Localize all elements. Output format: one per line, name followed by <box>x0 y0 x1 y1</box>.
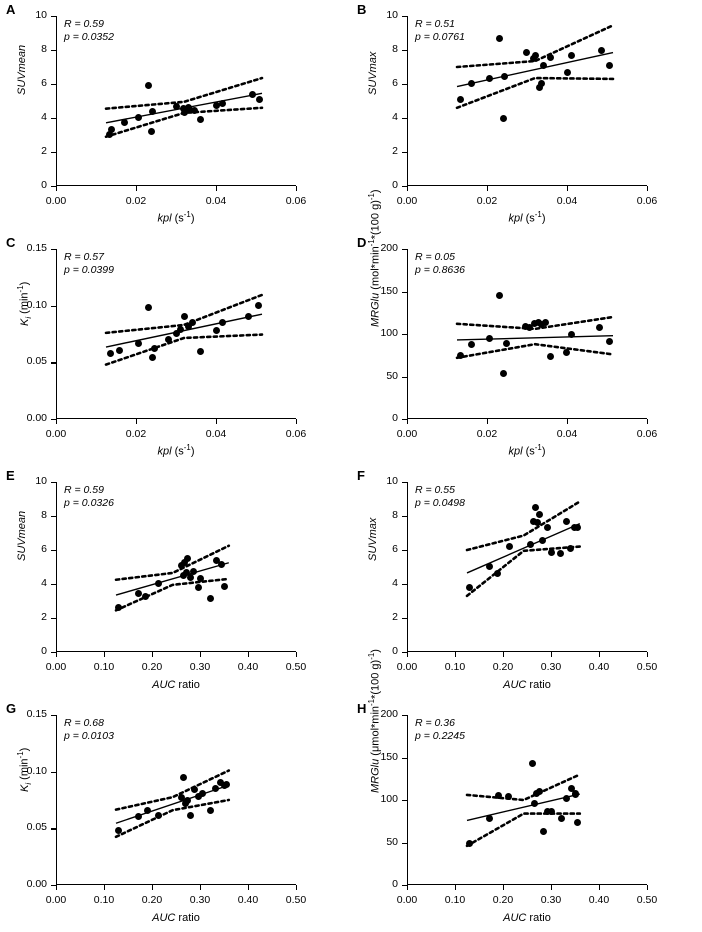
x-tick-label: 0.04 <box>556 195 578 207</box>
data-point <box>486 75 493 82</box>
plot-area <box>16 475 307 691</box>
data-point <box>219 100 226 107</box>
y-axis-label: SUVmax <box>367 517 379 561</box>
y-tick-label: 4 <box>392 577 398 589</box>
x-tick <box>407 885 408 890</box>
data-point <box>538 80 545 87</box>
y-tick-label: 0 <box>392 179 398 191</box>
y-tick-label: 10 <box>386 475 398 487</box>
x-tick <box>407 419 408 424</box>
x-axis-label: kpl $(s^{-1})$ <box>157 210 195 225</box>
data-point <box>466 584 473 591</box>
y-tick <box>51 419 56 420</box>
x-tick-label: 0.00 <box>45 661 67 673</box>
x-axis-label: AUC ratio <box>503 912 551 924</box>
correlation-r: R = 0.68 <box>64 717 104 729</box>
x-tick-label: 0.30 <box>540 894 562 906</box>
x-tick-label: 0.06 <box>636 428 658 440</box>
x-axis-label: AUC ratio <box>152 912 200 924</box>
x-tick <box>216 419 217 424</box>
x-tick-label: 0.40 <box>588 894 610 906</box>
ci-upper-band <box>106 78 262 109</box>
x-tick <box>487 419 488 424</box>
data-point <box>606 338 613 345</box>
y-tick-label: 150 <box>380 284 398 297</box>
x-tick-label: 0.06 <box>285 428 307 440</box>
x-tick <box>216 186 217 191</box>
data-point <box>155 580 162 587</box>
data-point <box>527 541 534 548</box>
data-point <box>548 549 555 556</box>
y-tick-label: 200 <box>380 242 398 254</box>
data-point <box>486 335 493 342</box>
y-tick-label: 0 <box>392 878 398 890</box>
x-tick <box>551 885 552 890</box>
x-tick-label: 0.20 <box>492 661 514 673</box>
regression-line <box>457 336 613 340</box>
data-point <box>596 324 603 331</box>
data-point <box>557 550 564 557</box>
x-tick <box>248 652 249 657</box>
x-tick <box>56 885 57 890</box>
data-point <box>256 96 263 103</box>
x-tick-label: 0.20 <box>492 894 514 906</box>
data-point <box>523 49 530 56</box>
y-tick-label: 0.15 <box>26 708 47 720</box>
y-tick-label: 150 <box>380 750 398 763</box>
y-tick <box>402 885 407 886</box>
correlation-r: R = 0.59 <box>64 484 104 496</box>
stats-annotation <box>415 251 465 278</box>
x-tick <box>152 885 153 890</box>
data-point <box>494 570 501 577</box>
data-point <box>144 807 151 814</box>
data-point <box>213 327 220 334</box>
y-axis-label: SUVmax <box>367 51 379 95</box>
correlation-r: R = 0.05 <box>415 251 455 263</box>
data-point <box>197 348 204 355</box>
data-point <box>547 54 554 61</box>
x-tick-label: 0.50 <box>285 894 307 906</box>
x-tick-label: 0.40 <box>588 661 610 673</box>
data-point <box>135 590 142 597</box>
x-tick <box>647 186 648 191</box>
y-tick-label: 0.10 <box>26 764 47 777</box>
data-point <box>187 812 194 819</box>
x-axis-label: AUC ratio <box>503 679 551 691</box>
data-point <box>207 595 214 602</box>
x-tick <box>296 186 297 191</box>
x-tick <box>647 885 648 890</box>
data-point <box>142 593 149 600</box>
x-tick <box>296 652 297 657</box>
data-point <box>606 62 613 69</box>
x-tick <box>104 652 105 657</box>
chart-panel-h <box>351 648 702 932</box>
data-point <box>218 561 225 568</box>
data-point <box>542 319 549 326</box>
data-point <box>108 126 115 133</box>
y-tick-label: 8 <box>392 509 398 521</box>
y-tick-label: 6 <box>41 77 47 89</box>
data-point <box>544 524 551 531</box>
x-tick <box>551 652 552 657</box>
x-tick-label: 0.00 <box>45 428 67 440</box>
panel-letter: H <box>357 701 367 716</box>
y-tick-label: 10 <box>35 475 47 487</box>
x-tick <box>503 885 504 890</box>
correlation-r: R = 0.59 <box>64 18 104 30</box>
x-tick-label: 0.00 <box>396 661 418 673</box>
data-point <box>135 813 142 820</box>
data-point <box>195 584 202 591</box>
ci-lower-band <box>457 78 613 108</box>
x-tick <box>647 419 648 424</box>
data-point <box>500 115 507 122</box>
x-tick-label: 0.50 <box>636 661 658 673</box>
chart-panel-a <box>0 0 351 233</box>
y-axis-label: SUVmean <box>16 44 28 95</box>
x-tick-label: 0.30 <box>189 661 211 673</box>
data-point <box>115 827 122 834</box>
data-point <box>191 107 198 114</box>
x-tick <box>407 186 408 191</box>
data-point <box>457 352 464 359</box>
data-point <box>500 370 507 377</box>
data-point <box>245 313 252 320</box>
x-tick-label: 0.20 <box>141 661 163 673</box>
stats-annotation <box>64 18 114 45</box>
stats-annotation <box>64 484 114 511</box>
data-point <box>468 80 475 87</box>
y-tick-label: 6 <box>392 77 398 89</box>
x-tick <box>487 186 488 191</box>
plot-area <box>16 708 307 924</box>
p-value: p = 0.8636 <box>415 264 465 277</box>
x-tick-label: 0.10 <box>93 661 115 673</box>
data-point <box>135 340 142 347</box>
x-tick-label: 0.00 <box>396 894 418 906</box>
x-tick-label: 0.50 <box>285 661 307 673</box>
y-tick-label: 8 <box>392 43 398 55</box>
chart-panel-d <box>351 189 702 466</box>
y-tick-label: 2 <box>392 145 398 157</box>
plot-area <box>367 475 658 691</box>
data-point <box>536 788 543 795</box>
data-point <box>107 350 114 357</box>
data-point <box>151 345 158 352</box>
panel-letter: B <box>357 2 367 17</box>
x-tick <box>455 652 456 657</box>
data-point <box>574 819 581 826</box>
ci-upper-band <box>116 546 229 580</box>
chart-panel-f <box>351 466 702 699</box>
data-point <box>223 781 230 788</box>
y-tick-label: 0.10 <box>26 298 47 311</box>
y-tick-label: 4 <box>41 111 47 123</box>
y-tick-label: 0.00 <box>26 878 47 890</box>
data-point <box>540 828 547 835</box>
x-axis-label: kpl $(s^{-1})$ <box>508 210 546 225</box>
y-tick-label: 100 <box>380 793 398 805</box>
x-tick-label: 0.02 <box>476 428 498 440</box>
x-tick-label: 0.00 <box>396 195 418 207</box>
x-tick <box>248 885 249 890</box>
panel-letter: F <box>357 468 365 483</box>
y-tick <box>402 419 407 420</box>
x-tick-label: 0.00 <box>45 894 67 906</box>
y-tick-label: 0.05 <box>26 821 47 834</box>
y-tick <box>51 885 56 886</box>
x-tick-label: 0.30 <box>540 661 562 673</box>
x-axis-label: kpl $(s^{-1})$ <box>508 443 546 458</box>
ci-lower-band <box>106 335 262 365</box>
data-point <box>531 800 538 807</box>
chart-panel-c <box>0 233 351 466</box>
data-point <box>190 568 197 575</box>
data-point <box>496 35 503 42</box>
ci-upper-band <box>467 502 580 550</box>
chart-panel-g <box>0 699 351 932</box>
p-value: p = 0.0326 <box>64 497 114 510</box>
x-tick <box>104 885 105 890</box>
panel-letter: D <box>357 235 367 250</box>
data-point <box>495 792 502 799</box>
x-tick <box>136 419 137 424</box>
data-point <box>149 108 156 115</box>
x-tick <box>407 652 408 657</box>
plot-area <box>367 189 658 458</box>
stats-annotation <box>64 717 114 744</box>
ci-lower-band <box>457 344 613 358</box>
data-point <box>536 511 543 518</box>
x-tick-label: 0.30 <box>189 894 211 906</box>
y-tick-label: 2 <box>392 611 398 623</box>
x-tick-label: 0.10 <box>444 894 466 906</box>
x-tick-label: 0.02 <box>125 195 147 207</box>
x-tick <box>599 652 600 657</box>
y-tick-label: 0 <box>41 179 47 191</box>
y-tick-label: 0.15 <box>26 242 47 254</box>
chart-panel-e <box>0 466 351 699</box>
x-tick <box>567 186 568 191</box>
x-tick-label: 0.06 <box>636 195 658 207</box>
data-point <box>568 331 575 338</box>
x-tick-label: 0.00 <box>396 428 418 440</box>
x-tick <box>647 652 648 657</box>
panel-letter: A <box>6 2 16 17</box>
y-tick-label: 100 <box>380 327 398 339</box>
plot-area <box>16 242 307 458</box>
chart-panel-b <box>351 0 702 233</box>
x-tick <box>296 419 297 424</box>
correlation-r: R = 0.36 <box>415 717 455 729</box>
x-tick-label: 0.06 <box>285 195 307 207</box>
x-tick <box>200 885 201 890</box>
y-tick-label: 4 <box>41 577 47 589</box>
x-axis-label: kpl $(s^{-1})$ <box>157 443 195 458</box>
panel-letter: E <box>6 468 15 483</box>
x-tick <box>152 652 153 657</box>
y-tick <box>51 186 56 187</box>
y-tick-label: 50 <box>386 369 398 382</box>
data-point <box>563 518 570 525</box>
data-point <box>116 347 123 354</box>
x-axis-label: AUC ratio <box>152 679 200 691</box>
stats-annotation <box>415 717 465 744</box>
x-tick-label: 0.50 <box>636 894 658 906</box>
data-point <box>548 808 555 815</box>
p-value: p = 0.0761 <box>415 31 465 44</box>
data-point <box>149 354 156 361</box>
x-tick <box>56 186 57 191</box>
data-point <box>184 555 191 562</box>
y-tick-label: 2 <box>41 145 47 157</box>
data-point <box>219 319 226 326</box>
x-tick <box>296 885 297 890</box>
data-point <box>212 785 219 792</box>
y-tick-label: 0 <box>392 412 398 424</box>
y-tick-label: 10 <box>35 9 47 21</box>
x-tick-label: 0.04 <box>205 195 227 207</box>
y-tick-label: 6 <box>392 543 398 555</box>
data-point <box>135 114 142 121</box>
p-value: p = 0.0103 <box>64 730 114 743</box>
x-tick <box>567 419 568 424</box>
data-point <box>148 128 155 135</box>
x-tick-label: 0.00 <box>45 195 67 207</box>
x-tick <box>455 885 456 890</box>
x-tick-label: 0.04 <box>556 428 578 440</box>
data-point <box>468 341 475 348</box>
data-point <box>563 795 570 802</box>
data-point <box>249 91 256 98</box>
x-tick <box>200 652 201 657</box>
x-tick-label: 0.10 <box>444 661 466 673</box>
x-tick-label: 0.02 <box>125 428 147 440</box>
y-tick-label: 8 <box>41 509 47 521</box>
y-tick <box>402 186 407 187</box>
data-point <box>503 340 510 347</box>
x-tick-label: 0.02 <box>476 195 498 207</box>
data-point <box>221 583 228 590</box>
y-tick <box>51 652 56 653</box>
data-point <box>173 103 180 110</box>
y-tick-label: 10 <box>386 9 398 21</box>
x-tick <box>56 652 57 657</box>
y-tick-label: 50 <box>386 835 398 848</box>
p-value: p = 0.2245 <box>415 730 465 743</box>
correlation-r: R = 0.51 <box>415 18 455 30</box>
data-point <box>486 563 493 570</box>
y-axis-label: MRGlu ($mol*\min^{-1}*(100$ g)$^{-1}$) <box>367 189 382 327</box>
x-tick <box>599 885 600 890</box>
data-point <box>197 575 204 582</box>
y-tick <box>402 652 407 653</box>
y-axis-label: $K_i$ $(\min^{-1})$ <box>16 747 33 792</box>
correlation-r: R = 0.55 <box>415 484 455 496</box>
plot-area <box>367 648 658 924</box>
data-point <box>501 73 508 80</box>
data-point <box>181 313 188 320</box>
stats-annotation <box>415 484 465 511</box>
y-tick-label: 6 <box>41 543 47 555</box>
x-tick <box>56 419 57 424</box>
data-point <box>563 349 570 356</box>
y-tick-label: 8 <box>41 43 47 55</box>
y-tick-label: 0 <box>41 645 47 657</box>
correlation-r: R = 0.57 <box>64 251 104 263</box>
p-value: p = 0.0352 <box>64 31 114 44</box>
data-point <box>255 302 262 309</box>
p-value: p = 0.0498 <box>415 497 465 510</box>
panel-letter: C <box>6 235 16 250</box>
x-tick-label: 0.10 <box>93 894 115 906</box>
panel-letter: G <box>6 701 17 716</box>
y-tick-label: 0.05 <box>26 355 47 368</box>
y-tick-label: 2 <box>41 611 47 623</box>
x-tick-label: 0.40 <box>237 661 259 673</box>
x-tick <box>136 186 137 191</box>
data-point <box>567 545 574 552</box>
y-axis-label: SUVmean <box>16 510 28 561</box>
plot-area <box>16 9 307 225</box>
y-axis-label: $K_i$ $(\min^{-1})$ <box>16 281 33 326</box>
stats-annotation <box>415 18 465 45</box>
x-tick-label: 0.20 <box>141 894 163 906</box>
y-tick-label: 4 <box>392 111 398 123</box>
data-point <box>165 336 172 343</box>
x-tick-label: 0.40 <box>237 894 259 906</box>
y-tick-label: 0.00 <box>26 412 47 424</box>
data-point <box>189 319 196 326</box>
data-point <box>457 96 464 103</box>
y-tick-label: 0 <box>392 645 398 657</box>
stats-annotation <box>64 251 114 278</box>
plot-area <box>367 9 658 225</box>
p-value: p = 0.0399 <box>64 264 114 277</box>
data-point <box>207 807 214 814</box>
x-tick-label: 0.04 <box>205 428 227 440</box>
y-tick-label: 200 <box>380 708 398 720</box>
y-axis-label: MRGlu ($\mu mol*\min^{-1}*(100$ g)$^{-1}$) <box>367 648 382 793</box>
x-tick <box>503 652 504 657</box>
